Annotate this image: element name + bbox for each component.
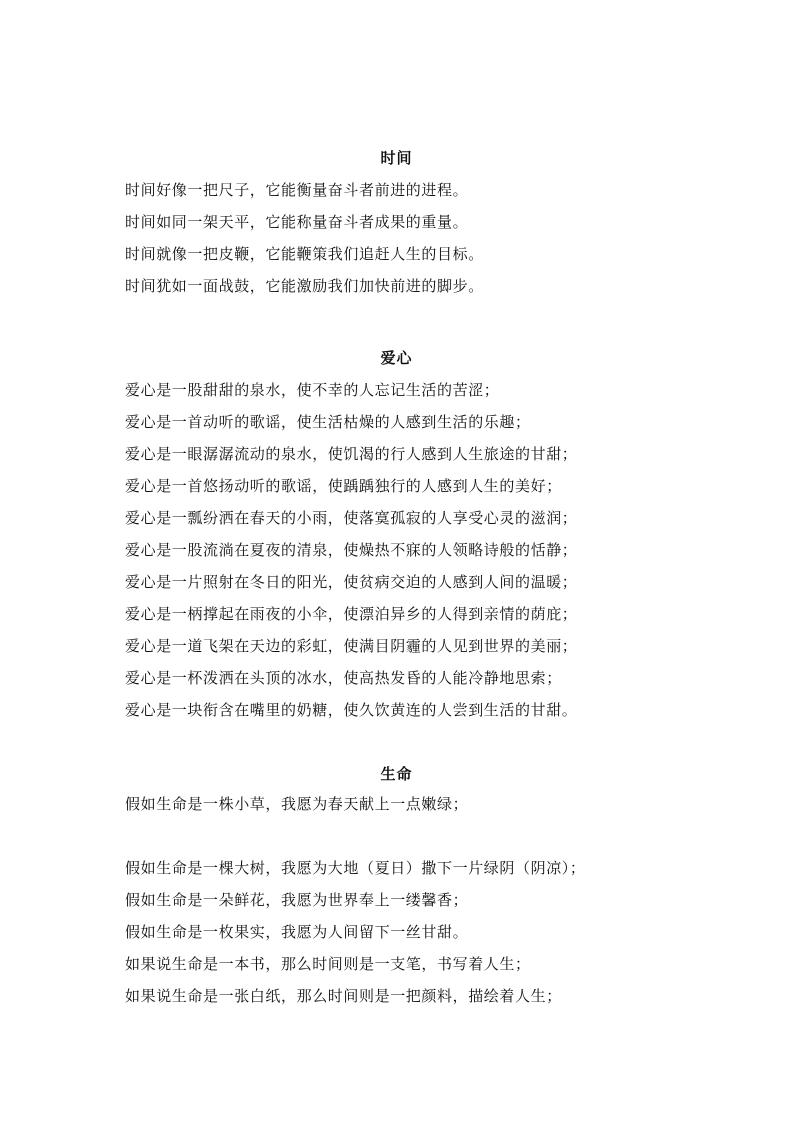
life-line-6: 如果说生命是一张白纸，那么时间则是一把颜料，描绘着人生； [125,987,562,1005]
life-line-5: 如果说生命是一本书，那么时间则是一支笔，书写着人生； [125,955,531,973]
time-line-4: 时间犹如一面战鼓，它能激励我们加快前进的脚步。 [125,277,484,295]
life-line-3: 假如生命是一朵鲜花，我愿为世界奉上一缕馨香； [125,891,469,909]
love-line-8: 爱心是一柄撑起在雨夜的小伞，使漂泊异乡的人得到亲情的荫庇； [125,605,578,623]
section-title-time: 时间 [380,149,413,167]
life-line-2: 假如生命是一棵大树，我愿为大地（夏日）撒下一片绿阴（阴凉）； [125,859,586,877]
love-line-1: 爱心是一股甜甜的泉水，使不幸的人忘记生活的苦涩； [125,381,500,399]
love-line-9: 爱心是一道飞架在天边的彩虹，使满目阴霾的人见到世界的美丽； [125,637,578,655]
love-line-2: 爱心是一首动听的歌谣，使生活枯燥的人感到生活的乐趣； [125,413,531,431]
life-line-4: 假如生命是一枚果实，我愿为人间留下一丝甘甜。 [125,923,469,941]
time-line-1: 时间好像一把尺子，它能衡量奋斗者前进的进程。 [125,181,469,199]
time-line-3: 时间就像一把皮鞭，它能鞭策我们追赶人生的目标。 [125,245,484,263]
love-line-11: 爱心是一块衔含在嘴里的奶糖，使久饮黄连的人尝到生活的甘甜。 [125,701,578,719]
time-line-2: 时间如同一架天平，它能称量奋斗者成果的重量。 [125,213,469,231]
love-line-4: 爱心是一首悠扬动听的歌谣，使踽踽独行的人感到人生的美好； [125,477,562,495]
section-title-love: 爱心 [380,349,413,367]
love-line-6: 爱心是一股流淌在夏夜的清泉，使燥热不寐的人领略诗般的恬静； [125,541,578,559]
life-line-1: 假如生命是一株小草，我愿为春天献上一点嫩绿； [125,795,469,813]
love-line-10: 爱心是一杯泼洒在头顶的冰水，使高热发昏的人能冷静地思索； [125,669,562,687]
love-line-5: 爱心是一瓢纷洒在春天的小雨，使落寞孤寂的人享受心灵的滋润； [125,509,578,527]
section-title-life: 生命 [380,765,413,783]
love-line-7: 爱心是一片照射在冬日的阳光，使贫病交迫的人感到人间的温暖； [125,573,578,591]
love-line-3: 爱心是一眼潺潺流动的泉水，使饥渴的行人感到人生旅途的甘甜； [125,445,578,463]
